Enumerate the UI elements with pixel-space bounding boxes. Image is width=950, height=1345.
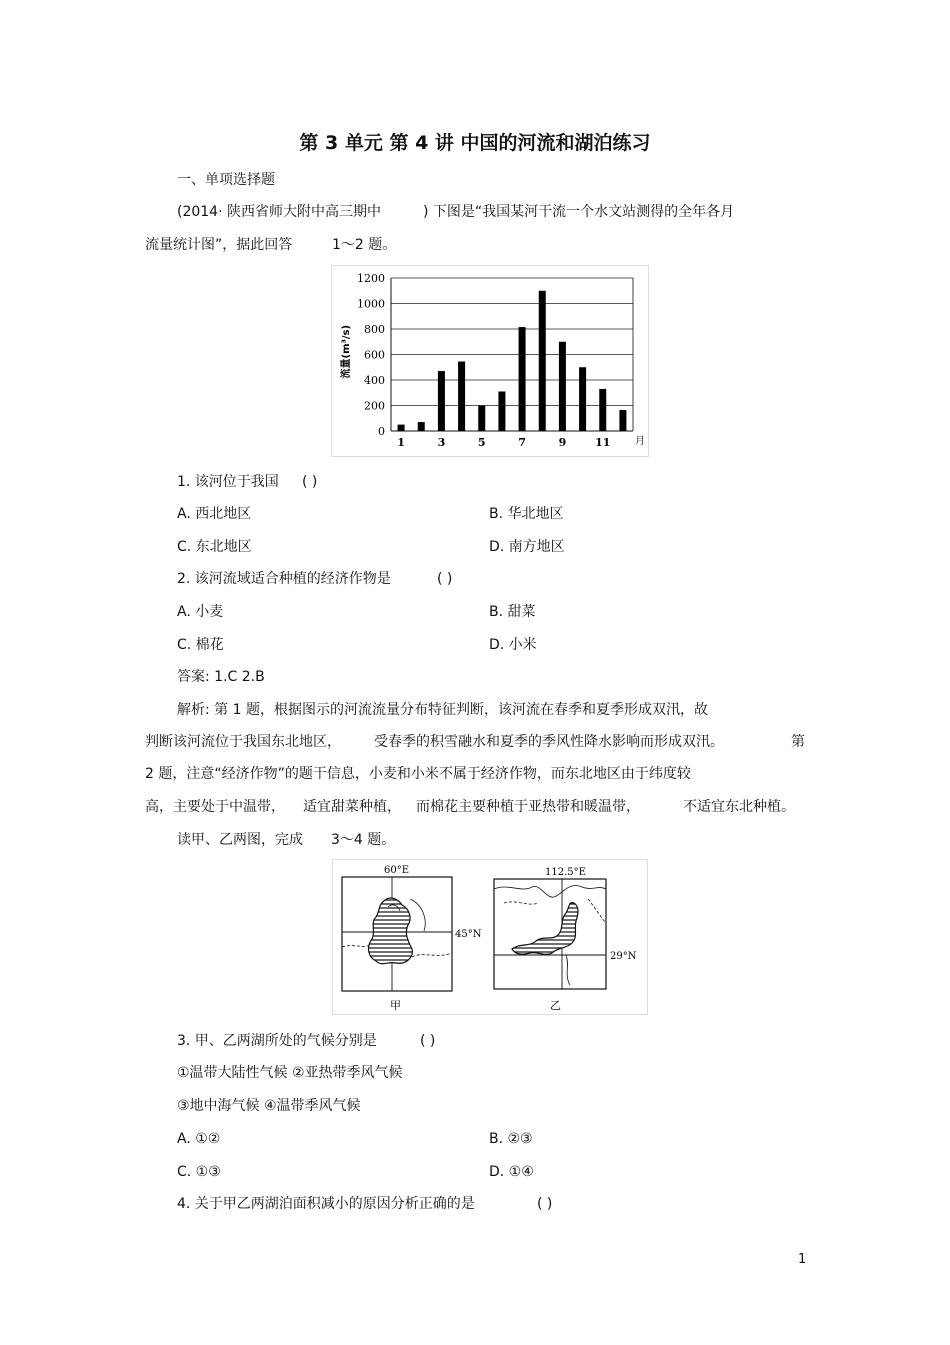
analysis-line-1: 解析: 第 1 题，根据图示的河流流量分布特征判断，该河流在春季和夏季形成双汛，故 bbox=[177, 702, 708, 718]
x-axis-title: 月 bbox=[635, 436, 645, 447]
q3-statements-12: ①温带大陆性气候 ②亚热带季风气候 bbox=[177, 1065, 403, 1081]
q3-option-c: C. ①③ bbox=[177, 1164, 221, 1180]
bar-month-7 bbox=[519, 327, 526, 431]
analysis-line-4b: 适宜甜菜种植， bbox=[303, 799, 401, 815]
q1-option-b: B. 华北地区 bbox=[489, 506, 564, 522]
map-jia-latitude: 45°N bbox=[455, 929, 482, 940]
y-tick-label: 800 bbox=[364, 323, 385, 336]
q1-option-a: A. 西北地区 bbox=[177, 506, 252, 522]
q1-paren: ( ) bbox=[302, 474, 318, 490]
analysis-line-4c: 而棉花主要种植于亚热带和暖温带， bbox=[416, 799, 640, 815]
page-number: 1 bbox=[798, 1252, 807, 1267]
analysis-line-2a: 判断该河流位于我国东北地区， bbox=[145, 734, 341, 750]
q3-option-b: B. ②③ bbox=[489, 1131, 533, 1147]
q2-stem: 2. 该河流域适合种植的经济作物是 bbox=[177, 571, 391, 587]
y-tick-label: 400 bbox=[364, 374, 385, 387]
intro-text-1a: (2014· 陕西省师大附中高三期中 bbox=[177, 204, 381, 220]
map-yi-longitude: 112.5°E bbox=[545, 867, 586, 878]
x-tick-label: 5 bbox=[477, 436, 486, 449]
q4-stem: 4. 关于甲乙两湖泊面积减小的原因分析正确的是 bbox=[177, 1196, 475, 1212]
analysis-line-2c: 第 bbox=[791, 734, 805, 750]
analysis-line-3: 2 题，注意“经济作物”的题干信息，小麦和小米不属于经济作物，而东北地区由于纬度较 bbox=[145, 766, 691, 782]
read-instruction-b: 3～4 题。 bbox=[331, 832, 396, 848]
y-tick-label: 200 bbox=[364, 399, 385, 413]
bar-month-6 bbox=[498, 391, 505, 431]
q1-option-c: C. 东北地区 bbox=[177, 539, 252, 555]
q3-statements-34: ③地中海气候 ④温带季风气候 bbox=[177, 1098, 361, 1114]
bar-month-10 bbox=[579, 367, 586, 431]
q3-option-d: D. ①④ bbox=[489, 1164, 534, 1180]
analysis-line-2b: 受春季的积雪融水和夏季的季风性降水影响而形成双汛。 bbox=[374, 734, 724, 750]
intro-text-1b: ) 下图是“我国某河干流一个水文站测得的全年各月 bbox=[423, 204, 735, 220]
bar-month-2 bbox=[418, 422, 425, 431]
map-yi-latitude: 29°N bbox=[610, 951, 637, 962]
bar-month-9 bbox=[559, 342, 566, 431]
flow-bar-chart bbox=[331, 265, 649, 457]
q3-option-a: A. ①② bbox=[177, 1131, 221, 1147]
x-tick-label: 7 bbox=[518, 436, 526, 449]
q3-paren: ( ) bbox=[420, 1033, 436, 1049]
y-tick-label: 0 bbox=[378, 425, 385, 438]
y-tick-label: 600 bbox=[364, 348, 385, 362]
q1-option-d: D. 南方地区 bbox=[489, 539, 565, 555]
intro-text-2a: 流量统计图”，据此回答 bbox=[145, 237, 293, 253]
page-title: 第 3 单元 第 4 讲 中国的河流和湖泊练习 bbox=[299, 132, 651, 154]
bar-month-3 bbox=[438, 371, 445, 431]
x-tick-label: 9 bbox=[558, 436, 567, 449]
bar-month-4 bbox=[458, 362, 465, 431]
q2-paren: ( ) bbox=[437, 571, 453, 587]
bar-month-8 bbox=[539, 291, 546, 431]
x-tick-label: 3 bbox=[437, 436, 446, 449]
q2-option-a: A. 小麦 bbox=[177, 604, 224, 620]
q2-option-c: C. 棉花 bbox=[177, 637, 224, 653]
lake-maps-figure bbox=[332, 859, 648, 1015]
analysis-line-4d: 不适宜东北种植。 bbox=[683, 799, 795, 815]
bar-month-11 bbox=[599, 389, 606, 431]
q2-option-b: B. 甜菜 bbox=[489, 604, 536, 620]
analysis-line-4a: 高，主要处于中温带， bbox=[145, 799, 285, 815]
bar-month-5 bbox=[478, 406, 485, 432]
bar-month-1 bbox=[398, 425, 405, 431]
map-jia-longitude: 60°E bbox=[384, 865, 410, 876]
q4-paren: ( ) bbox=[537, 1196, 553, 1212]
q2-option-d: D. 小米 bbox=[489, 637, 537, 653]
intro-text-2b: 1～2 题。 bbox=[332, 237, 397, 253]
bar-month-12 bbox=[619, 410, 626, 431]
read-instruction-a: 读甲、乙两图，完成 bbox=[177, 832, 303, 848]
q3-stem: 3. 甲、乙两湖所处的气候分别是 bbox=[177, 1033, 377, 1049]
map-jia-label: 甲 bbox=[390, 999, 401, 1012]
answer-line: 答案: 1.C 2.B bbox=[177, 669, 265, 685]
y-tick-label: 1000 bbox=[357, 297, 385, 311]
x-tick-label: 1 bbox=[397, 436, 405, 449]
y-axis-title: 流量(m³/s) bbox=[341, 324, 352, 379]
y-tick-label: 1200 bbox=[357, 272, 385, 285]
map-yi-label: 乙 bbox=[550, 999, 561, 1012]
section-heading: 一、单项选择题 bbox=[177, 172, 275, 188]
q1-stem: 1. 该河位于我国 bbox=[177, 474, 279, 490]
x-tick-label: 11 bbox=[595, 436, 611, 449]
